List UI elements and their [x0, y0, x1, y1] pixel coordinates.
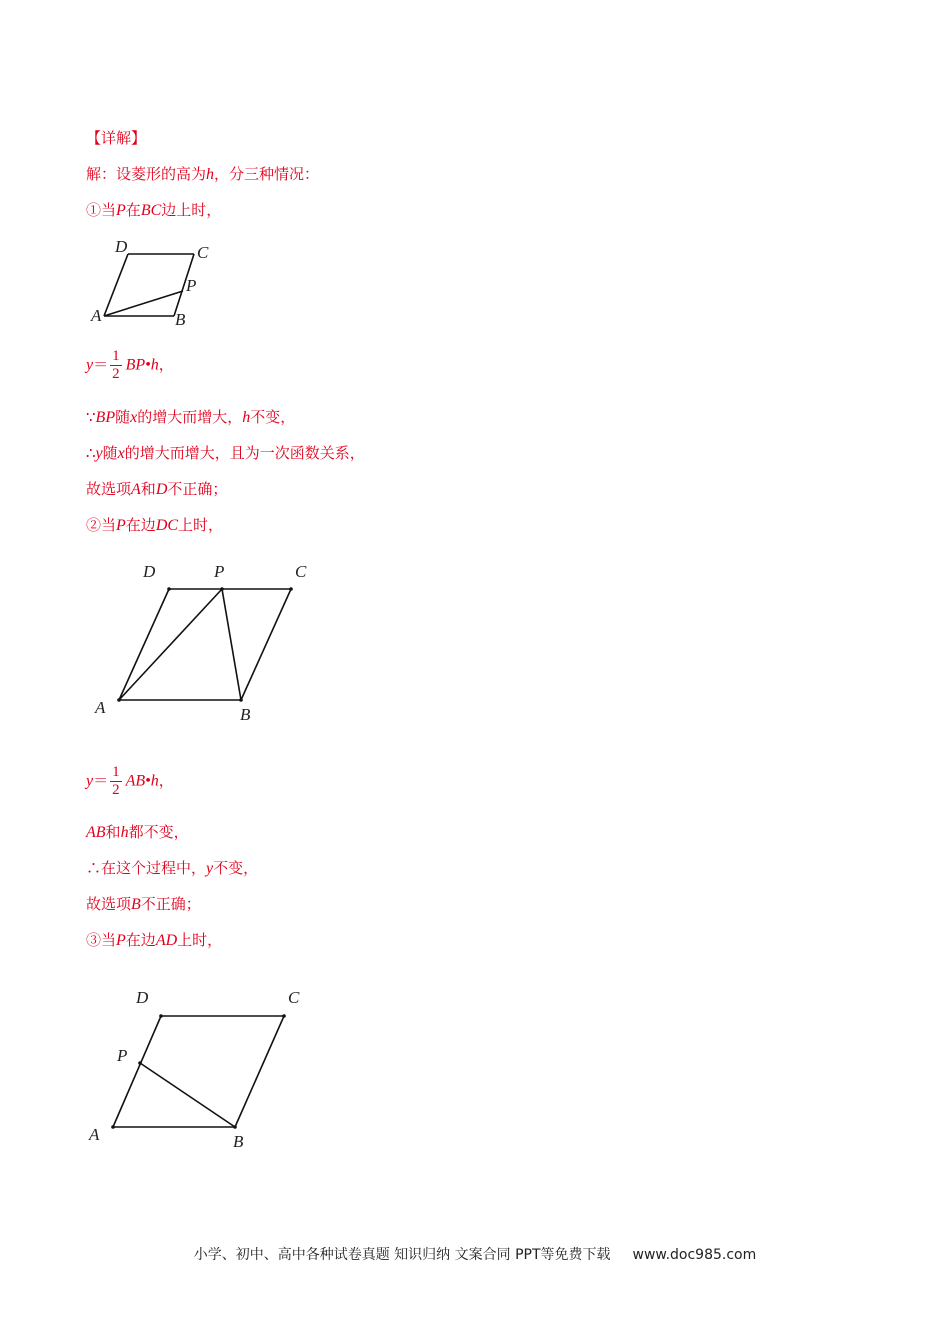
- figure-case3: [80, 982, 320, 1152]
- footer-text: 小学、初中、高中各种试卷真题 知识归纳 文案合同 PPT等免费下载: [193, 1247, 611, 1263]
- eq1-denominator: 2: [112, 366, 120, 382]
- fig1-label-a: A: [91, 306, 102, 325]
- reason6-a: 故选项: [86, 895, 132, 913]
- reason3-b: 和: [140, 480, 156, 498]
- fig3-point-a: [111, 1125, 115, 1129]
- reason2-b: 随: [102, 444, 118, 462]
- reason1-bp: BP: [95, 409, 116, 426]
- fig3-point-d: [159, 1014, 163, 1018]
- eq1-numerator: 1: [112, 348, 120, 364]
- eq2-y: y: [86, 772, 94, 790]
- reason1-h: h: [242, 409, 251, 426]
- reason2-a: ∴: [86, 444, 96, 462]
- footer-url-link[interactable]: www.doc985.com: [632, 1247, 757, 1263]
- page-footer: [0, 1244, 950, 1264]
- fig2-label-c: C: [295, 562, 307, 581]
- eq1-term: BP•h: [125, 356, 159, 374]
- var-p: P: [116, 202, 126, 219]
- case3-text-c: 上时，: [177, 931, 223, 949]
- eq1-equals: ＝: [93, 355, 109, 374]
- fig2-point-b: [239, 698, 243, 702]
- case3-text-a: ③当: [86, 931, 117, 949]
- fig2-label-b: B: [240, 705, 251, 724]
- fig3-label-d: D: [136, 988, 149, 1007]
- eq2-numerator: 1: [112, 764, 120, 780]
- eq2-term: AB•h: [125, 772, 159, 790]
- reason1-a: ∵: [86, 408, 96, 426]
- reason4-a: 和: [105, 823, 121, 841]
- fig2-point-p: [220, 587, 224, 591]
- reason2-c: 的增大而增大，且为一次函数关系，: [124, 444, 365, 462]
- fig2-label-p: P: [214, 562, 225, 581]
- intro-text-a: 解：设菱形的高为: [86, 165, 207, 183]
- case3-ad: AD: [155, 932, 178, 949]
- equation-case2: [86, 764, 174, 799]
- case3-p: P: [116, 932, 126, 949]
- figure-case2: [86, 556, 326, 726]
- reason3-c: 不正确；: [167, 480, 228, 498]
- reason3-D: D: [155, 481, 168, 498]
- case3-text-b: 在边: [125, 931, 156, 949]
- reason3-a: 故选项: [86, 480, 132, 498]
- reason2-y: y: [95, 445, 103, 462]
- fig3-point-p: [138, 1061, 142, 1065]
- eq2-end: ，: [158, 771, 174, 790]
- fig2-label-a: A: [95, 698, 106, 717]
- fig1-label-p: P: [186, 276, 197, 295]
- fig2-edge-bc: [241, 589, 291, 700]
- reason3-A: A: [131, 481, 141, 498]
- case2-text-c: 上时，: [178, 516, 224, 534]
- fig2-segment-ap: [119, 589, 222, 700]
- reason4-b: 都不变，: [128, 823, 189, 841]
- eq1-fraction: [110, 348, 122, 383]
- case2-heading: [86, 515, 223, 536]
- reason1-d: 不变，: [250, 408, 296, 426]
- eq2-equals: ＝: [93, 771, 109, 790]
- reason2-line: [86, 443, 365, 464]
- case2-text-b: 在边: [125, 516, 156, 534]
- case3-heading: [86, 930, 222, 951]
- fig3-label-a: A: [89, 1125, 100, 1144]
- intro-line: [86, 164, 319, 185]
- eq2-fraction: [110, 764, 122, 799]
- reason3-line: [86, 479, 227, 500]
- reason5-line: [86, 858, 258, 879]
- fig3-label-p: P: [117, 1046, 128, 1065]
- reason2-x: x: [117, 445, 125, 462]
- heading-text: 【详解】: [86, 129, 147, 147]
- heading-detail: [86, 128, 146, 148]
- fig3-label-b: B: [233, 1132, 244, 1151]
- fig3-label-c: C: [288, 988, 300, 1007]
- figure-case1: [86, 236, 226, 328]
- fig1-label-d: D: [115, 237, 128, 256]
- fig1-label-c: C: [197, 243, 209, 262]
- reason6-B: B: [131, 896, 141, 913]
- reason5-a: ∴在这个过程中，: [86, 859, 207, 877]
- fig1-segment-ap: [104, 291, 183, 316]
- var-h: h: [206, 166, 215, 183]
- eq1-y: y: [86, 356, 94, 374]
- eq1-end: ，: [158, 355, 174, 374]
- reason6-line: [86, 894, 201, 915]
- reason1-b: 随: [115, 408, 131, 426]
- fig2-point-c: [289, 587, 293, 591]
- fig2-point-d: [167, 587, 171, 591]
- reason1-line: [86, 407, 295, 428]
- fig2-label-d: D: [143, 562, 156, 581]
- fig3-point-c: [282, 1014, 286, 1018]
- case1-text-c: 边上时，: [161, 201, 222, 219]
- case1-heading: [86, 200, 221, 221]
- case2-dc: DC: [155, 517, 179, 534]
- case2-p: P: [116, 517, 126, 534]
- case2-text-a: ②当: [86, 516, 117, 534]
- fig3-edge-bc: [235, 1016, 284, 1127]
- reason4-ab: AB: [86, 824, 106, 841]
- reason5-y: y: [206, 860, 214, 877]
- reason5-b: 不变，: [213, 859, 259, 877]
- case1-text-a: ①当: [86, 201, 117, 219]
- fig1-edge-da: [104, 254, 128, 316]
- eq2-denominator: 2: [112, 782, 120, 798]
- fig3-segment-pb: [140, 1063, 235, 1127]
- reason6-b: 不正确；: [140, 895, 201, 913]
- fig3-point-b: [233, 1125, 237, 1129]
- reason4-h: h: [120, 824, 129, 841]
- fig2-point-a: [117, 698, 121, 702]
- case1-text-b: 在: [125, 201, 141, 219]
- fig1-label-b: B: [175, 310, 186, 328]
- intro-text-b: ，分三种情况：: [214, 165, 320, 183]
- var-bc: BC: [140, 202, 162, 219]
- fig2-segment-pb: [222, 589, 241, 700]
- reason1-x: x: [130, 409, 138, 426]
- equation-case1: [86, 348, 174, 383]
- reason1-c: 的增大而增大，: [137, 408, 243, 426]
- fig2-edge-da: [119, 589, 169, 700]
- reason4-line: [86, 822, 189, 843]
